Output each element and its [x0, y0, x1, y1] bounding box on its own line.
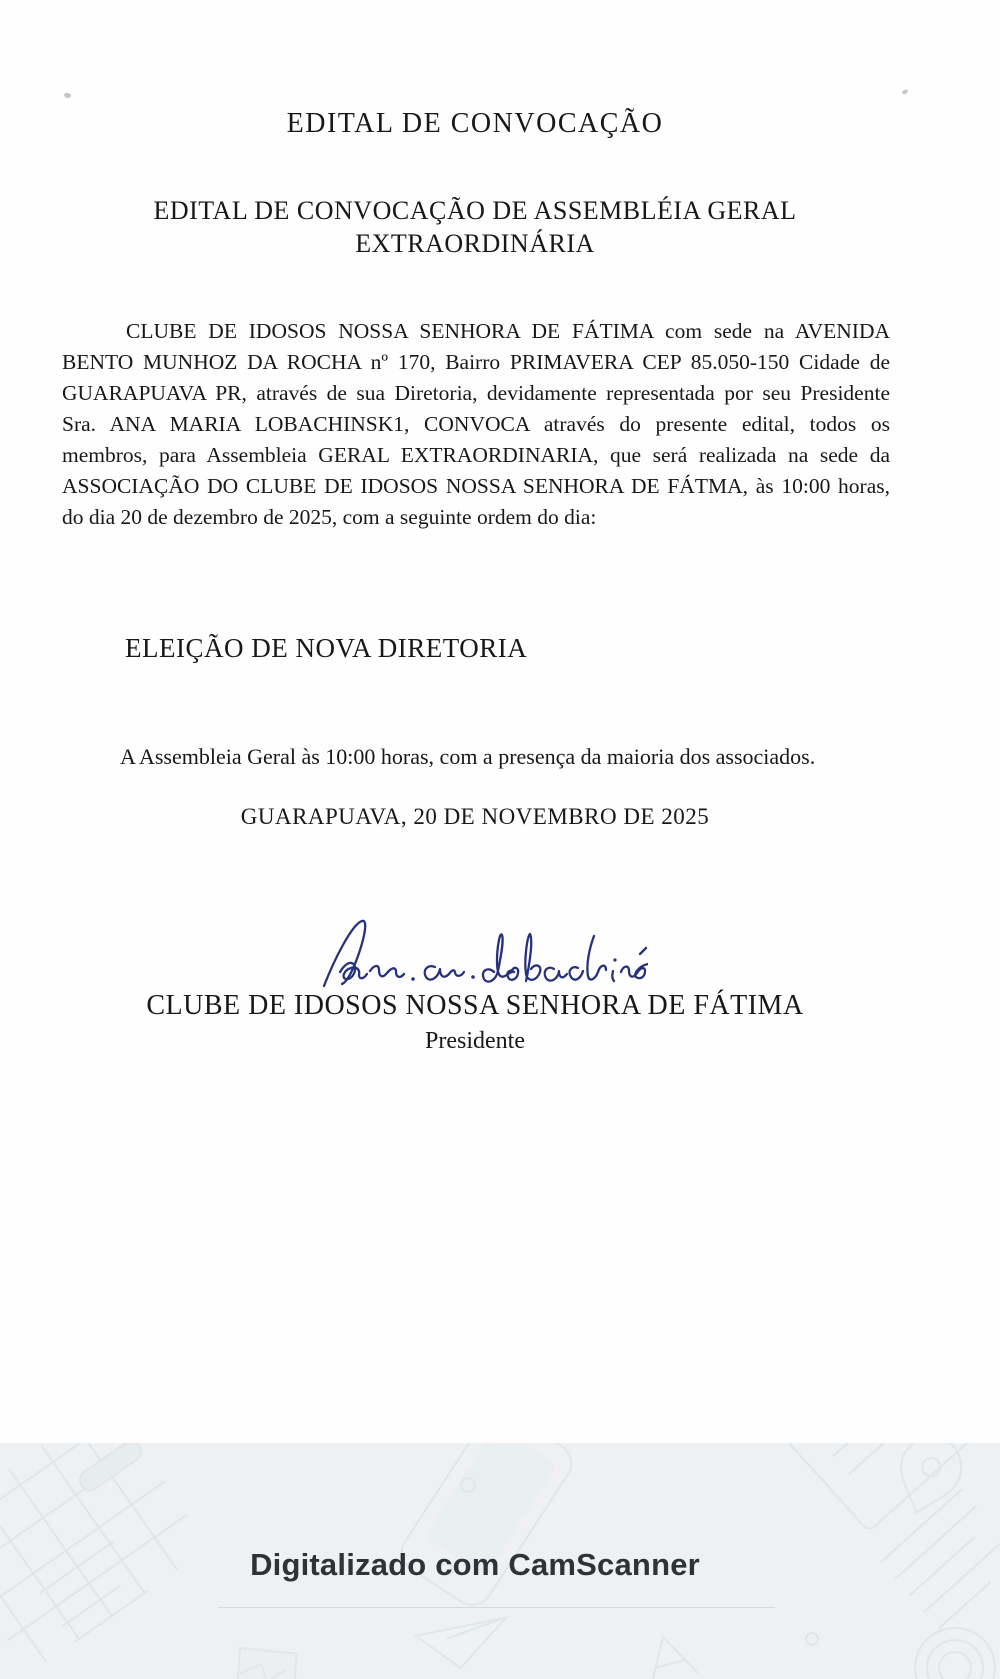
signer-role: Presidente — [425, 1028, 525, 1054]
paragraph-line: GUARAPUAVA PR, através de sua Diretoria, devidamente representada por seu Presidente — [62, 381, 890, 405]
paragraph-line: membros, para Assembleia GERAL EXTRAORDINARIA, que será realizada na sede da — [62, 443, 890, 467]
paragraph-line: BENTO MUNHOZ DA ROCHA nº 170, Bairro PRIMAVERA CEP 85.050-150 Cidade de — [62, 350, 890, 374]
document-subtitle — [0, 194, 950, 260]
scan-artifact — [901, 89, 908, 95]
paragraph-line: ASSOCIAÇÃO DO CLUBE DE IDOSOS NOSSA SENHORA DE FÁTMA, às 10:00 horas, — [62, 474, 890, 498]
paragraph-line: do dia 20 de dezembro de 2025, com a seguinte ordem do dia: — [62, 505, 597, 529]
scan-artifact — [63, 92, 71, 99]
agenda-heading: ELEIÇÃO DE NOVA DIRETORIA — [125, 633, 528, 663]
subtitle-line-1: EDITAL DE CONVOCAÇÃO DE ASSEMBLÉIA GERAL — [153, 196, 797, 225]
date-line: GUARAPUAVA, 20 DE NOVEMBRO DE 2025 — [240, 804, 710, 829]
main-paragraph — [62, 316, 890, 533]
document-title: EDITAL DE CONVOCAÇÃO — [286, 108, 664, 139]
paragraph-line: CLUBE DE IDOSOS NOSSA SENHORA DE FÁTIMA com sede na AVENIDA — [126, 319, 890, 343]
footer-content — [0, 1443, 950, 1679]
footer-divider-line — [218, 1607, 775, 1608]
handwritten-signature-ink — [318, 914, 648, 990]
quorum-line: A Assembleia Geral às 10:00 horas, com a presença da maioria dos associados. — [120, 744, 816, 769]
camscanner-footer — [0, 1443, 1000, 1679]
subtitle-line-2: EXTRAORDINÁRIA — [355, 229, 595, 258]
camscanner-footer-label: Digitalizado com CamScanner — [250, 1547, 700, 1582]
organization-name-line: CLUBE DE IDOSOS NOSSA SENHORA DE FÁTIMA — [146, 990, 804, 1021]
paragraph-line: Sra. ANA MARIA LOBACHINSK1, CONVOCA através do presente edital, todos os — [62, 412, 890, 436]
